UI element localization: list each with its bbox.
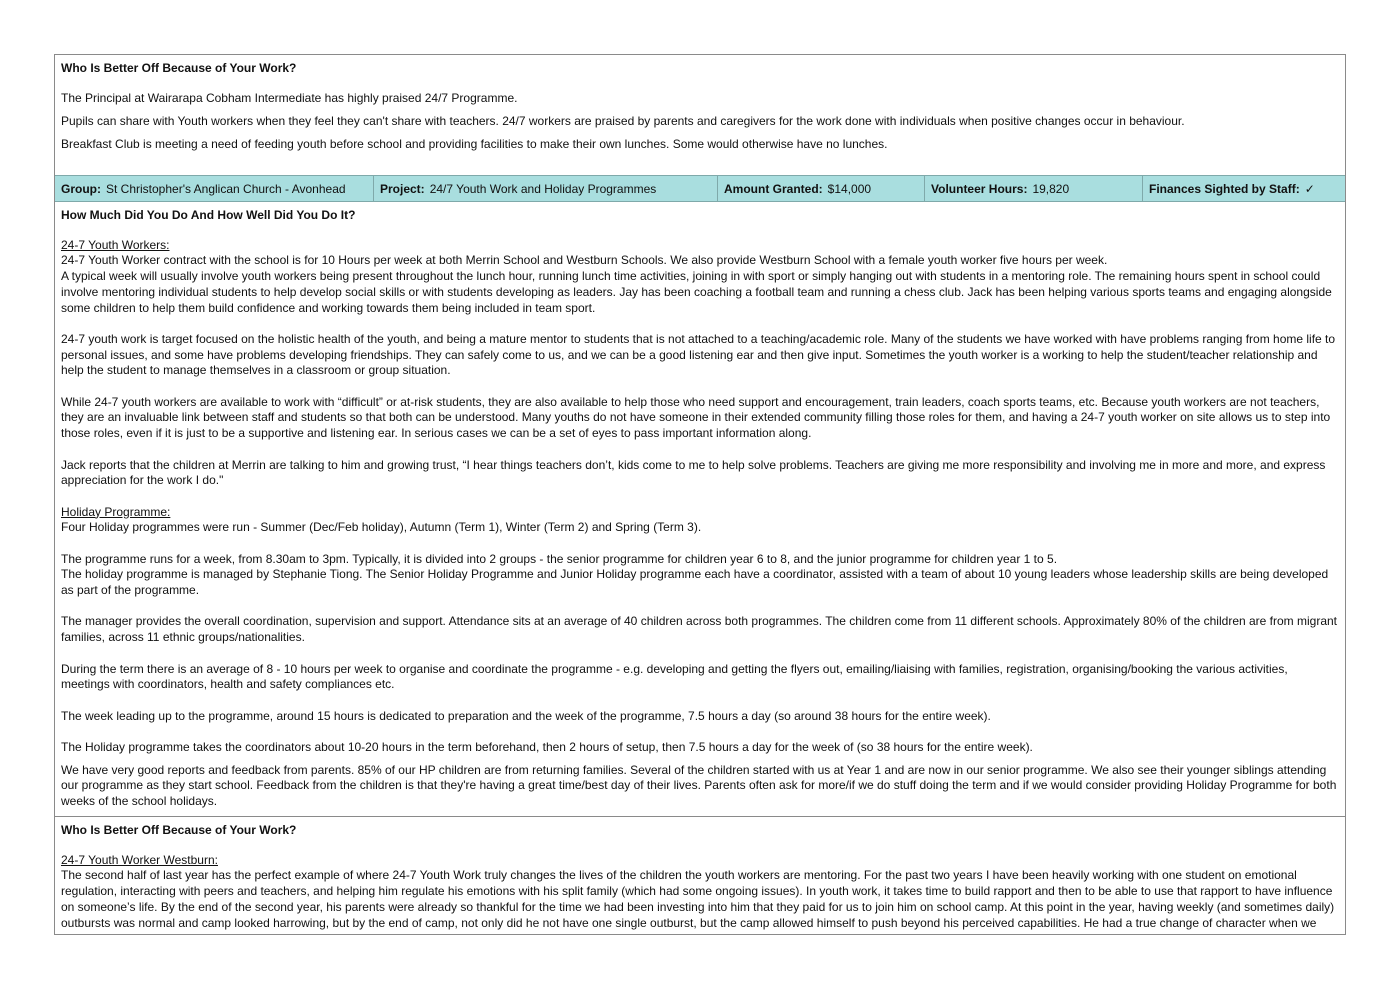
- sub-heading: 24-7 Youth Worker Westburn:: [61, 852, 218, 867]
- paragraph: 24-7 youth work is target focused on the holistic health of the youth, and being a mature mentor to students that is not attached to a teaching/academic role. Many of the students we have worked with have problems ranging from home life to personal issues, and some have problems developing friendships. They can safely come to us, and we can be a good listening ear and then give input. Sometimes the youth worker is a working to help the student/teacher relationship and help the student to manage themselves in a classroom or group situation.: [61, 331, 1336, 378]
- paragraph: The Principal at Wairarapa Cobham Intermediate has highly praised 24/7 Programme.: [61, 90, 518, 105]
- section-who-better-off-2: [55, 817, 1345, 931]
- finances-label: Finances Sighted by Staff:: [1149, 181, 1300, 196]
- sub-heading: Holiday Programme:: [61, 504, 171, 519]
- paragraph: Pupils can share with Youth workers when they feel they can't share with teachers. 24/7 workers are praised by parents and caregivers for the work done with individuals when positive changes occur in behaviour.: [61, 114, 1185, 129]
- section-how-much: [55, 202, 1345, 817]
- sub-heading: 24-7 Youth Workers:: [61, 237, 170, 252]
- paragraph: Breakfast Club is meeting a need of feeding youth before school and providing facilities to make their own lunches. Some would otherwise have no lunches.: [61, 137, 888, 152]
- paragraph: The programme runs for a week, from 8.30am to 3pm. Typically, it is divided into 2 groups - the senior programme for children year 6 to 8, and the junior programme for children year 1 to 5.: [61, 551, 1058, 566]
- finances-cell: [1143, 176, 1345, 201]
- report-table: [54, 54, 1346, 935]
- project-cell: [374, 176, 718, 201]
- amount-value: $14,000: [827, 181, 872, 196]
- paragraph: A typical week will usually involve youth workers being present throughout the lunch hour, running lunch time activities, joining in with sport or simply hanging out with students in a mentoring role. The remaining hours spent in school could involve mentoring individual students to help develop social skills or with students developing as leaders. Jay has been coaching a football team and running a chess club. Jack has been helping various sports teams and engaging alongside some children to help them build confidence and working towards them being included in team sport.: [61, 269, 1332, 315]
- project-label: Project:: [380, 181, 425, 196]
- project-value: 24/7 Youth Work and Holiday Programmes: [429, 181, 657, 196]
- paragraph: During the term there is an average of 8 - 10 hours per week to organise and coordinate the programme - e.g. developing and getting the flyers out, emailing/liaising with families, registration, organising/booking the various activities, meetings with coordinators, health and safety compliances etc.: [61, 661, 1288, 692]
- hours-label: Volunteer Hours:: [931, 181, 1028, 196]
- section-heading: Who Is Better Off Because of Your Work?: [61, 823, 297, 837]
- group-label: Group:: [61, 181, 101, 196]
- hours-cell: [925, 176, 1143, 201]
- paragraph: The second half of last year has the perfect example of where 24-7 Youth Work truly changes the lives of the children the youth workers are mentoring. For the past two years I have been heavily working with one student on emotional regulation, interacting with peers and teachers, and helping him regulate his emotions with his split family (which had some ongoing issues). In youth work, it takes time to build rapport and then to be able to use that rapport to have influence on someone’s life. By the end of the second year, his parents were already so thankful for the time we had been investing into him that they paid for us to join him on school camp. At this point in the year, having weekly (and sometimes daily) outbursts was normal and camp looked harrowing, but by the end of camp, not only did he not have one single outburst, but the camp allowed himself to push beyond his perceived capabilities. He had a true change of character when we: [61, 868, 1335, 930]
- paragraph: The holiday programme is managed by Stephanie Tiong. The Senior Holiday Programme and Junior Holiday programme each have a coordinator, assisted with a team of about 10 young leaders whose leadership skills are being developed as part of the programme.: [61, 567, 1329, 598]
- section-heading: How Much Did You Do And How Well Did You Do It?: [61, 208, 356, 222]
- amount-label: Amount Granted:: [724, 181, 823, 196]
- section-who-better-off: [55, 55, 1345, 175]
- check-icon: ✓: [1304, 181, 1315, 196]
- paragraph: The manager provides the overall coordination, supervision and support. Attendance sits at an average of 40 children across both programmes. The children come from 11 different schools. Approximately 80% of the children are from migrant families, across 11 ethnic groups/nationalities.: [61, 614, 1338, 645]
- amount-cell: [718, 176, 925, 201]
- paragraph: Jack reports that the children at Merrin are talking to him and growing trust, “I hear things teachers don’t, kids come to me to help solve problems. Teachers are giving me more responsibility and involving me in more and more, and express appreciation for the work I do.": [61, 457, 1326, 488]
- paragraph: The Holiday programme takes the coordinators about 10-20 hours in the term beforehand, then 2 hours of setup, then 7.5 hours a day for the week of (so 38 hours for the entire week).: [61, 740, 1033, 755]
- group-value: St Christopher's Anglican Church - Avonhead: [106, 181, 346, 196]
- paragraph: 24-7 Youth Worker contract with the school is for 10 Hours per week at both Merrin School and Westburn Schools. We also provide Westburn School with a female youth worker five hours per week.: [61, 253, 1108, 268]
- section-heading: Who Is Better Off Because of Your Work?: [61, 61, 297, 75]
- group-cell: [55, 176, 374, 201]
- paragraph: The week leading up to the programme, around 15 hours is dedicated to preparation and the week of the programme, 7.5 hours a day (so around 38 hours for the entire week).: [61, 708, 991, 723]
- hours-value: 19,820: [1032, 181, 1070, 196]
- paragraph: Four Holiday programmes were run - Summer (Dec/Feb holiday), Autumn (Term 1), Winter (Term 2) and Spring (Term 3).: [61, 520, 702, 535]
- info-bar: [55, 175, 1345, 202]
- paragraph: While 24-7 youth workers are available to work with “difficult” or at-risk students, they are also available to help those who need support and encouragement, train leaders, coach sports teams, etc. Because youth workers are not teachers, they are an invaluable link between staff and students so that both can be understood. Many youths do not have someone in their extended community filling those roles for them, and having a 24-7 youth worker on site allows us to step into those roles, even if it is just to be a supportive and listening ear. In serious cases we can be a set of eyes to pass important information along.: [61, 394, 1331, 441]
- paragraph: We have very good reports and feedback from parents. 85% of our HP children are from returning families. Several of the children started with us at Year 1 and are now in our senior programme. We also see their younger siblings attending our programme as they start school. Feedback from the children is that they're having a great time/best day of their lives. Parents often ask for more/if we do stuff doing the term and if we would consider providing Holiday Programme for both weeks of the school holidays.: [61, 762, 1337, 809]
